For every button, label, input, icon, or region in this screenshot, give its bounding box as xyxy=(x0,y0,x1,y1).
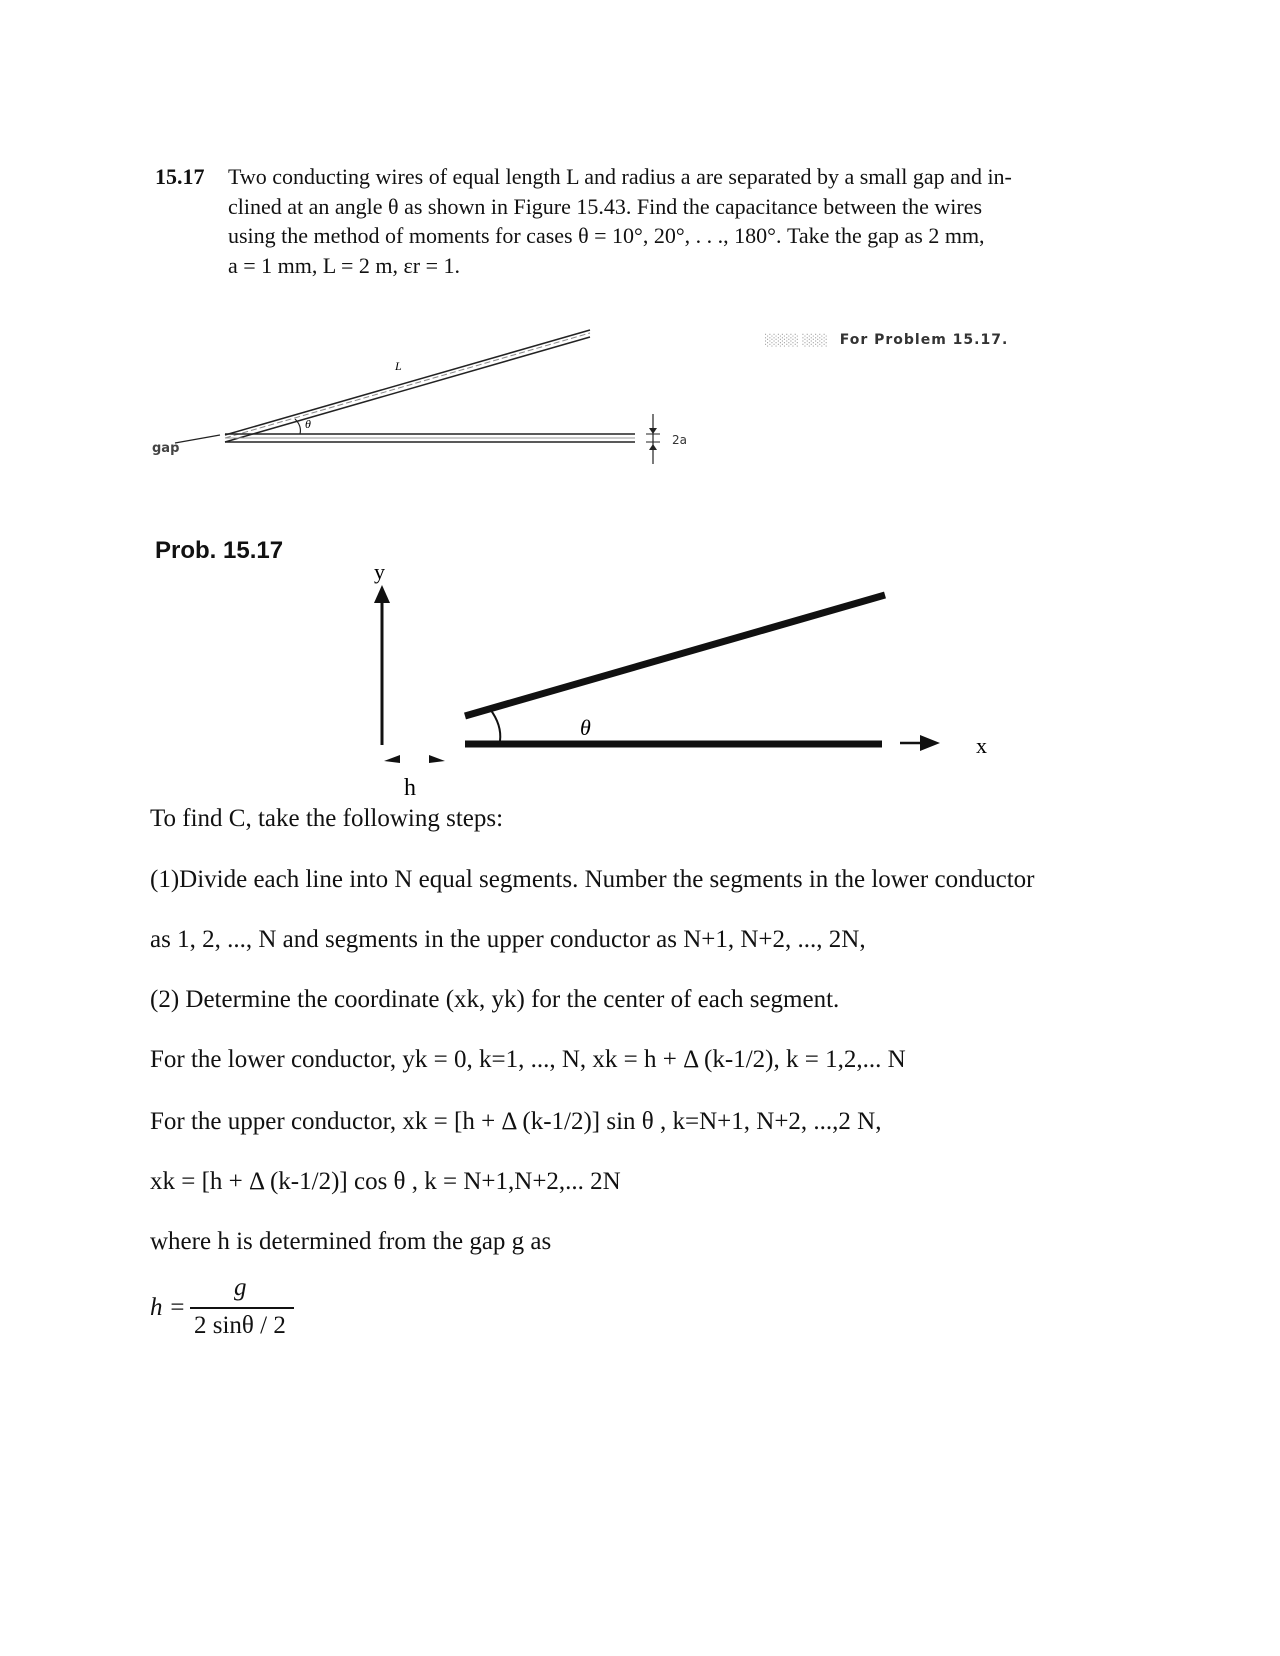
label-theta: θ xyxy=(580,715,591,740)
h-formula-numerator: g xyxy=(234,1274,247,1301)
problem-line: Two conducting wires of equal length L and radius a are separated by a small gap and in- xyxy=(228,164,1012,189)
upper-wire-edge xyxy=(225,330,590,435)
figure-inclined-wires xyxy=(150,318,1110,518)
step-2: (2) Determine the coordinate (xk, yk) for the center of each segment. xyxy=(150,986,840,1013)
y-axis-arrow xyxy=(374,585,390,603)
problem-line: using the method of moments for cases θ = 10°, 20°, . . ., 180°. Take the gap as 2 mm, xyxy=(228,223,985,248)
label-theta: θ xyxy=(305,417,311,431)
problem-line: a = 1 mm, L = 2 m, εr = 1. xyxy=(228,252,461,278)
problem-text xyxy=(228,162,1118,280)
label-x: x xyxy=(976,733,987,758)
problem-line: clined at an angle θ as shown in Figure 15.43. Find the capacitance between the wires xyxy=(228,193,983,219)
upper-conductor-formula: For the upper conductor, xk = [h + Δ (k-1/2)] sin θ , k=N+1, N+2, ...,2 N, xyxy=(150,1108,882,1135)
figure-geometry-diagram xyxy=(374,559,1000,805)
where-h-text: where h is determined from the gap g as xyxy=(150,1228,552,1255)
h-formula xyxy=(150,1274,310,1360)
label-y: y xyxy=(374,559,385,584)
lower-conductor-formula: For the lower conductor, yk = 0, k=1, ..., N, xk = h + Δ (k-1/2), k = 1,2,... N xyxy=(150,1046,906,1073)
figure-caption: ░░░░ ░░░ For Problem 15.17. xyxy=(765,332,1009,348)
x-axis-arrow xyxy=(920,735,940,751)
figure-caption-text: For Problem 15.17. xyxy=(839,332,1009,348)
xk-cos-formula: xk = [h + Δ (k-1/2)] cos θ , k = N+1,N+2,... 2N xyxy=(150,1168,621,1195)
fraction-bar xyxy=(190,1307,294,1309)
h-formula-lhs: h = xyxy=(150,1294,186,1321)
steps-intro: To find C, take the following steps: xyxy=(150,805,504,832)
label-gap: gap xyxy=(152,441,180,456)
upper-conductor xyxy=(465,595,885,716)
upper-wire-edge xyxy=(225,337,590,442)
angle-arc xyxy=(490,709,500,741)
label-2a: 2a xyxy=(672,433,687,447)
h-arrow-right xyxy=(429,755,445,763)
step-1-line-b: as 1, 2, ..., N and segments in the upper conductor as N+1, N+2, ..., 2N, xyxy=(150,926,866,953)
prob-label: Prob. 15.17 xyxy=(155,537,284,564)
h-formula-denominator: 2 sinθ / 2 xyxy=(194,1312,286,1339)
problem-number: 15.17 xyxy=(155,164,205,189)
h-arrow-left xyxy=(384,755,400,763)
label-h: h xyxy=(404,775,416,801)
label-L: L xyxy=(395,359,402,373)
step-1-line-a: (1)Divide each line into N equal segments. Number the segments in the lower conductor xyxy=(150,866,1035,893)
